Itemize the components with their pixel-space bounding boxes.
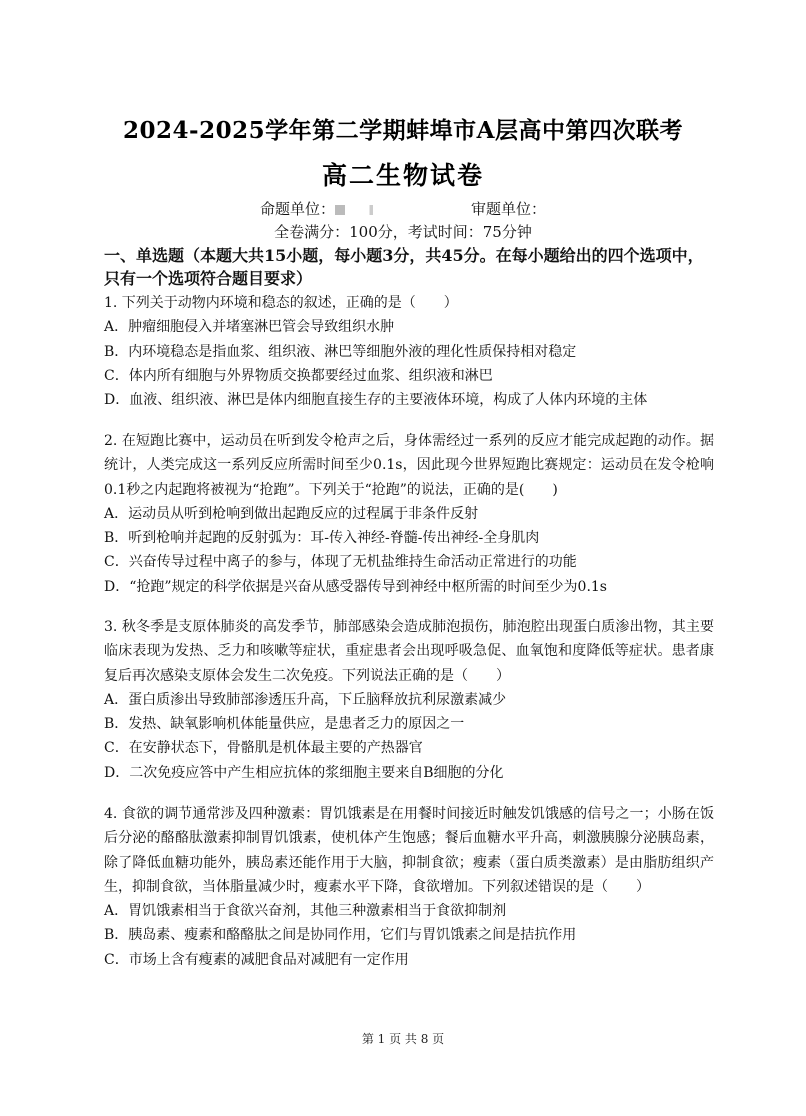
redacted-name-mark (335, 205, 391, 215)
option-c: C．体内所有细胞与外界物质交换都要经过血浆、组织液和淋巴 (104, 367, 493, 384)
question-stem: 4. 食欲的调节通常涉及四种激素：胃饥饿素是在用餐时间接近时触发饥饿感的信号之一；小肠在饭后分泌的酪酪肽激素抑制胃饥饿素，使机体产生饱感；餐后血糖水平升高，刺激胰腺分泌胰岛素，除了降低血糖功能外，胰岛素还能作用于大脑，抑制食欲；瘦素（蛋白质类激素）是由脂肪组织产生，抑制食欲，当体脂量减少时，瘦素水平下降，食欲增加。下列叙述错误的是（ ） (104, 806, 714, 895)
question-stem: 1. 下列关于动物内环境和稳态的叙述，正确的是（ ） (104, 295, 458, 311)
exam-title: 2024-2025学年第二学期蚌埠市A层高中第四次联考 (123, 117, 683, 144)
option-d: D．“抢跑”规定的科学依据是兴奋从感受器传导到神经中枢所需的时间至少为0.1s (104, 578, 607, 595)
question-3 (104, 615, 714, 785)
option-b: B．内环境稳态是指血浆、组织液、淋巴等细胞外液的理化性质保持相对稳定 (104, 343, 577, 360)
option-a: A．肿瘤细胞侵入并堵塞淋巴管会导致组织水肿 (104, 319, 395, 336)
option-a: A．运动员从听到枪响到做出起跑反应的过程属于非条件反射 (104, 505, 479, 522)
exam-units-line (0, 198, 806, 219)
option-b: B．发热、缺氧影响机体能量供应，是患者乏力的原因之一 (104, 716, 465, 733)
option-a: A．胃饥饿素相当于食欲兴奋剂，其他三种激素相当于食欲抑制剂 (104, 903, 507, 920)
section-heading: 一、单选题（本题大共15小题，每小题3分，共45分。在每小题给出的四个选项中，只有一个选项符合题目要求） (104, 246, 704, 288)
option-b: B．胰岛素、瘦素和酪酪肽之间是协同作用，它们与胃饥饿素之间是拮抗作用 (104, 927, 577, 944)
option-d: D．二次免疫应答中产生相应抗体的浆细胞主要来自B细胞的分化 (104, 764, 504, 781)
option-c: C．兴奋传导过程中离子的参与，体现了无机盐维持生命活动正常进行的功能 (104, 554, 577, 571)
option-d: D．血液、组织液、淋巴是体内细胞直接生存的主要液体环境，构成了人体内环境的主体 (104, 392, 648, 409)
option-a: A．蛋白质渗出导致肺部渗透压升高，下丘脑释放抗利尿激素减少 (104, 691, 507, 708)
exam-subtitle: 高二生物试卷 (321, 161, 484, 190)
question-stem: 2. 在短跑比赛中，运动员在听到发令枪声之后，身体需经过一系列的反应才能完成起跑的动作。据统计，人类完成这一系列反应所需时间至少0.1s，因此现今世界短跑比赛规定：运动员在发令枪响0.1秒之内起跑将被视为“抢跑”。下列关于“抢跑”的说法，正确的是( ) (104, 433, 714, 498)
page-footer: 第 1 页 共 8 页 (361, 1032, 445, 1046)
question-1 (104, 291, 714, 412)
option-b: B．听到枪响并起跑的反射弧为：耳-传入神经-脊髓-传出神经-全身肌肉 (104, 530, 540, 547)
score-time-line: 全卷满分：100分，考试时间：75分钟 (274, 223, 532, 241)
question-4 (104, 802, 714, 972)
option-c: C．市场上含有瘦素的减肥食品对减肥有一定作用 (104, 951, 409, 968)
option-c: C．在安静状态下，骨骼肌是机体最主要的产热器官 (104, 740, 423, 757)
reviewer-label: 审题单位： (471, 200, 547, 218)
question-stem: 3. 秋冬季是支原体肺炎的高发季节，肺部感染会造成肺泡损伤，肺泡腔出现蛋白质渗出物，其主要临床表现为发热、乏力和咳嗽等症状，重症患者会出现呼吸急促、血氧饱和度降低等症状。患者康复后再次感染支原体会发生二次免疫。下列说法正确的是（ ） (104, 619, 714, 684)
proposer-label: 命题单位： (259, 200, 335, 218)
question-2 (104, 429, 714, 599)
